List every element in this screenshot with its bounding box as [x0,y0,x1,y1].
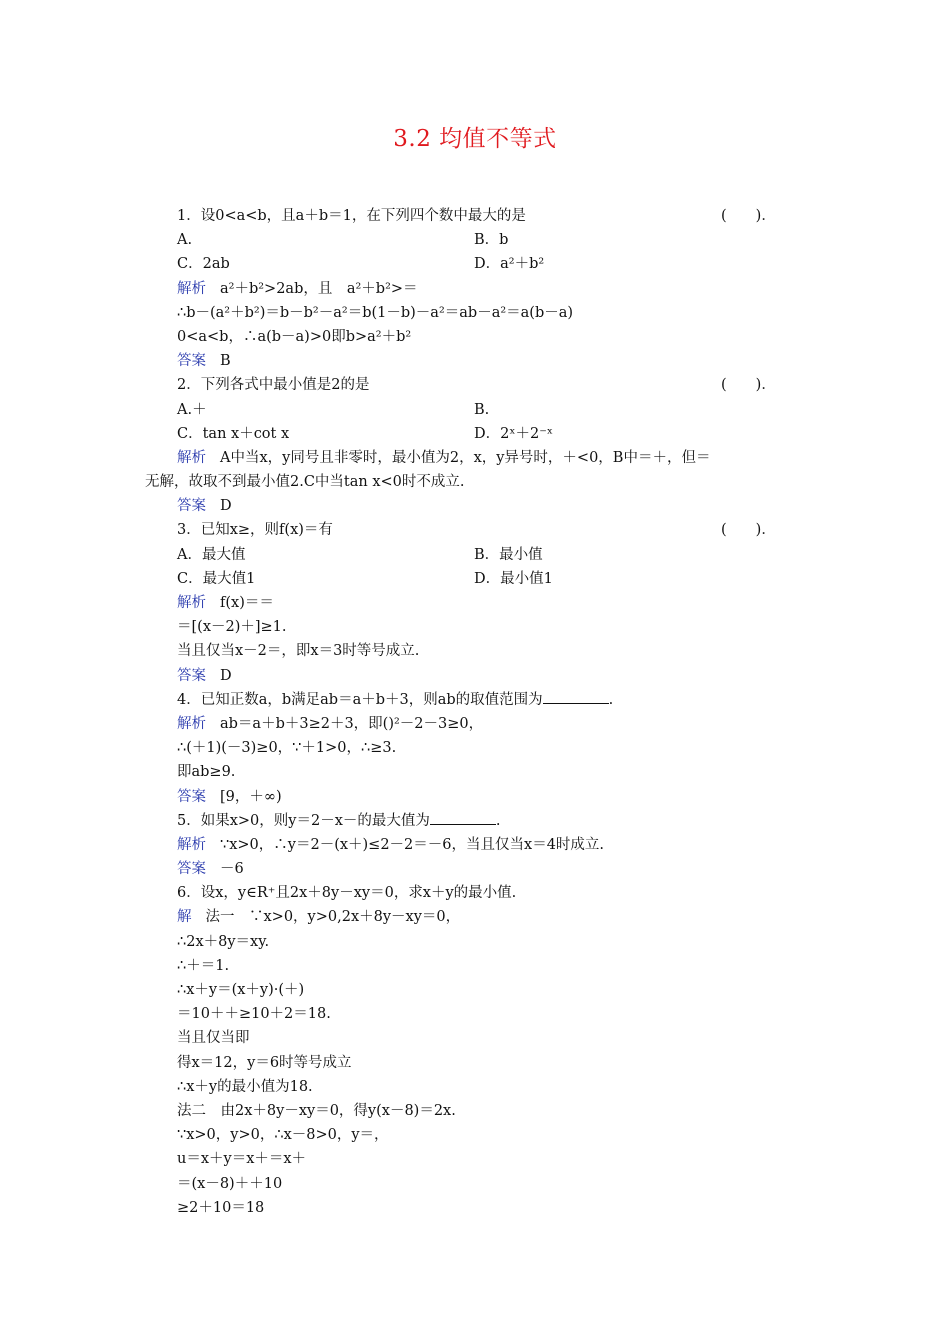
option-d: D．2ˣ＋2⁻ˣ [474,425,554,442]
question-1-analysis-line-3: 0<a<b，∴a(b－a)>0即b>a²＋b² [177,328,412,345]
option-c: C．2ab [177,256,230,273]
question-2-stem [177,373,807,397]
analysis-label: 解析 [177,280,206,297]
question-3-stem [177,518,807,542]
question-3-analysis-line-1 [177,591,807,615]
document-body [145,204,807,1220]
question-2-options-cd [177,422,807,446]
fill-in-blank [430,809,496,825]
answer-value: D [220,498,232,515]
option-b: B．最小值 [474,546,543,563]
page-title: 3.2 均值不等式 [393,126,557,152]
answer-label: 答案 [177,788,206,805]
question-6-solution-line-8: ∴x＋y的最小值为18. [177,1078,313,1095]
solution-text: 法一 ∵x>0，y>0,2x＋8y－xy＝0， [205,909,461,926]
answer-parentheses: ( )． [721,208,776,224]
answer-parentheses: ( )． [721,377,776,394]
question-4-analysis-line-3: 即ab≥9. [177,764,236,781]
option-a: A.＋ [177,401,207,418]
question-6-solution-line-2: ∴2x＋8y＝xy. [177,933,270,950]
question-6-solution-line-4: ∴x＋y＝(x＋y)·(＋) [177,982,305,998]
question-stem-text: 4．已知正数a，b满足ab＝a＋b＋3，则ab的取值范围为 [177,691,543,708]
analysis-label: 解析 [177,715,206,732]
answer-label: 答案 [177,667,206,684]
option-a: A．最大值 [177,546,246,563]
question-stem-text: 5．如果x>0，则y＝2－x－的最大值为 [177,812,430,829]
question-2-analysis-line-1 [177,446,807,470]
analysis-label: 解析 [177,836,206,853]
question-3-analysis-line-2: ＝[(x－2)＋]≥1. [177,619,287,636]
question-4-analysis-line-2: ∴(＋1)(－3)≥0，∵＋1>0，∴≥3. [177,740,397,757]
question-5-stem [177,809,807,833]
option-c: C．tan x＋cot x [177,425,290,442]
question-4-analysis-line-1 [177,712,807,736]
option-c: C．最大值1 [177,570,256,587]
question-5-answer [177,857,807,881]
question-2-analysis-line-2: 无解，故取不到最小值2.C中当tan x<0时不成立. [145,474,465,491]
question-2-options-ab [177,398,807,422]
answer-parentheses: ( )． [721,522,776,539]
question-6-solution-line-5: ＝10＋＋≥10＋2＝18. [177,1006,331,1023]
question-3-analysis-line-3: 当且仅当x－2＝，即x＝3时等号成立. [177,643,420,660]
answer-label: 答案 [177,861,206,878]
question-1-options-ab [177,228,807,252]
question-stem-text: 3．已知x≥，则f(x)＝有 [177,522,333,539]
question-2-answer [177,494,807,518]
question-1-answer [177,349,807,373]
fill-in-blank [543,688,609,704]
analysis-text: ab＝a＋b＋3≥2＋3，即()²－2－3≥0， [220,715,484,732]
answer-value: B [220,353,231,370]
analysis-text: A中当x，y同号且非零时，最小值为2，x，y异号时，＋<0，B中＝＋，但＝ [220,449,711,466]
question-stem-text: 1．设0<a<b，且a＋b＝1，在下列四个数中最大的是 [177,208,526,224]
question-6-solution-line-3: ∴＋＝1. [177,957,230,974]
option-d: D．最小值1 [474,570,553,587]
question-3-options-ab [177,543,807,567]
analysis-label: 解析 [177,595,206,611]
question-1-stem [177,204,807,228]
question-6-solution-line-13: ≥2＋10＝18 [177,1199,265,1216]
stem-end: . [495,812,501,829]
question-6-stem: 6．设x，y∈R⁺且2x＋8y－xy＝0，求x＋y的最小值. [177,885,517,902]
solution-label: 解 [177,909,192,926]
question-6-solution-line-9: 法二 由2x＋8y－xy＝0，得y(x－8)＝2x. [177,1102,456,1119]
question-6-solution-line-11: u＝x＋y＝x＋＝x＋ [177,1151,307,1168]
question-1-analysis-line-2: ∴b－(a²＋b²)＝b－b²－a²＝b(1－b)－a²＝ab－a²＝a(b－a) [177,304,574,321]
question-4-answer [177,785,807,809]
question-stem-text: 2．下列各式中最小值是2的是 [177,377,370,394]
question-6-solution-line-7: 得x＝12，y＝6时等号成立 [177,1054,352,1071]
question-6-solution-line-1 [177,905,807,929]
analysis-label: 解析 [177,449,206,466]
analysis-text: f(x)＝＝ [220,595,274,611]
option-b: B. [474,401,490,418]
question-3-options-cd [177,567,807,591]
question-5-analysis [177,833,807,857]
analysis-text: a²＋b²>2ab，且 a²＋b²>＝ [220,280,418,297]
answer-value: －6 [220,861,244,878]
question-4-stem [177,688,807,712]
question-6-solution-line-10: ∵x>0，y>0，∴x－8>0，y＝， [177,1127,389,1144]
question-1-analysis-line-1 [177,277,807,301]
analysis-text: ∵x>0，∴y＝2－(x＋)≤2－2＝－6，当且仅当x＝4时成立. [220,836,605,853]
answer-label: 答案 [177,353,206,370]
stem-end: . [608,691,614,708]
answer-label: 答案 [177,498,206,515]
question-6-solution-line-6: 当且仅当即 [177,1030,250,1047]
option-a: A. [177,232,193,249]
option-b: B．b [474,232,509,249]
answer-value: D [220,667,232,684]
question-6-solution-line-12: ＝(x－8)＋＋10 [177,1175,283,1192]
question-1-options-cd [177,252,807,276]
question-3-answer [177,664,807,688]
option-d: D．a²＋b² [474,256,545,273]
answer-value: [9，＋∞) [220,788,282,805]
